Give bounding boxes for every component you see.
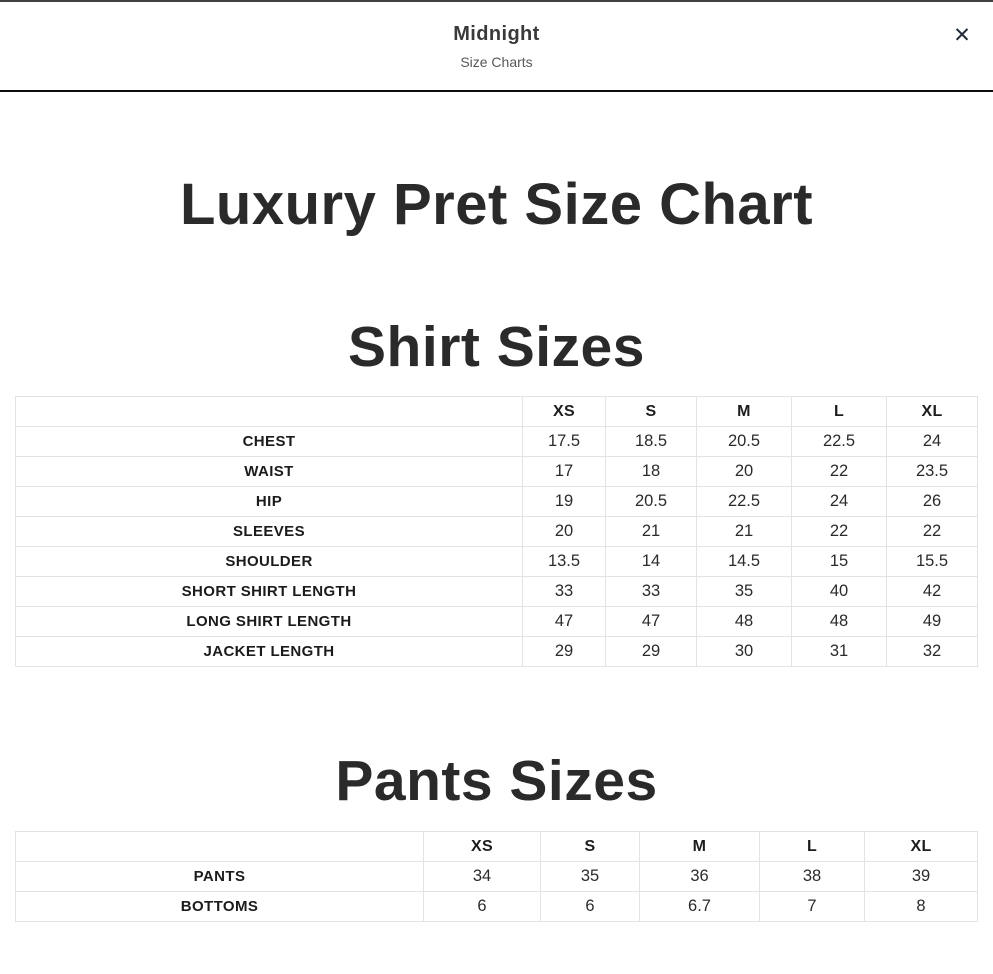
cell-value: 15 (792, 547, 887, 577)
close-button[interactable] (947, 21, 977, 51)
table-row (16, 577, 978, 607)
size-chart-content (0, 172, 993, 922)
row-label: HIP (16, 487, 523, 517)
cell-value: 33 (523, 577, 606, 607)
cell-value: 35 (541, 862, 640, 892)
size-column-header: S (541, 832, 640, 862)
cell-value: 24 (792, 487, 887, 517)
cell-value: 19 (523, 487, 606, 517)
cell-value: 33 (606, 577, 697, 607)
cell-value: 20.5 (606, 487, 697, 517)
cell-value: 6 (424, 892, 541, 922)
table-header-row (16, 832, 978, 862)
size-column-header: XS (424, 832, 541, 862)
shirt-sizes-heading: Shirt Sizes (348, 315, 645, 379)
cell-value: 17 (523, 457, 606, 487)
cell-value: 38 (760, 862, 865, 892)
cell-value: 30 (697, 637, 792, 667)
cell-value: 15.5 (887, 547, 978, 577)
cell-value: 29 (606, 637, 697, 667)
cell-value: 20 (697, 457, 792, 487)
cell-value: 8 (865, 892, 978, 922)
page-title: Luxury Pret Size Chart (179, 172, 814, 237)
corner-cell (16, 832, 424, 862)
cell-value: 21 (606, 517, 697, 547)
cell-value: 17.5 (523, 427, 606, 457)
size-column-header: L (760, 832, 865, 862)
cell-value: 6 (541, 892, 640, 922)
table-row (16, 862, 978, 892)
table-row (16, 547, 978, 577)
row-label: SHOULDER (16, 547, 523, 577)
table-row (16, 607, 978, 637)
cell-value: 22 (792, 457, 887, 487)
table-header-row (16, 397, 978, 427)
cell-value: 22.5 (792, 427, 887, 457)
cell-value: 23.5 (887, 457, 978, 487)
pants-sizes-table (15, 831, 978, 922)
modal-subtitle: Size Charts (460, 54, 533, 70)
cell-value: 20 (523, 517, 606, 547)
cell-value: 47 (606, 607, 697, 637)
size-column-header: L (792, 397, 887, 427)
modal-header (0, 0, 993, 92)
cell-value: 20.5 (697, 427, 792, 457)
cell-value: 22 (887, 517, 978, 547)
table-row (16, 637, 978, 667)
corner-cell (16, 397, 523, 427)
cell-value: 35 (697, 577, 792, 607)
cell-value: 14 (606, 547, 697, 577)
row-label: PANTS (16, 862, 424, 892)
size-column-header: XL (865, 832, 978, 862)
row-label: SHORT SHIRT LENGTH (16, 577, 523, 607)
pants-sizes-heading: Pants Sizes (335, 749, 658, 813)
row-label: WAIST (16, 457, 523, 487)
table-row (16, 457, 978, 487)
cell-value: 22.5 (697, 487, 792, 517)
cell-value: 13.5 (523, 547, 606, 577)
cell-value: 39 (865, 862, 978, 892)
modal-title: Midnight (453, 23, 540, 45)
cell-value: 32 (887, 637, 978, 667)
cell-value: 26 (887, 487, 978, 517)
cell-value: 34 (424, 862, 541, 892)
row-label: SLEEVES (16, 517, 523, 547)
table-row (16, 487, 978, 517)
cell-value: 47 (523, 607, 606, 637)
size-column-header: XS (523, 397, 606, 427)
cell-value: 7 (760, 892, 865, 922)
cell-value: 18 (606, 457, 697, 487)
table-row (16, 427, 978, 457)
shirt-sizes-table (15, 396, 978, 667)
cell-value: 21 (697, 517, 792, 547)
cell-value: 22 (792, 517, 887, 547)
cell-value: 6.7 (640, 892, 760, 922)
row-label: BOTTOMS (16, 892, 424, 922)
cell-value: 48 (792, 607, 887, 637)
size-column-header: XL (887, 397, 978, 427)
cell-value: 40 (792, 577, 887, 607)
cell-value: 42 (887, 577, 978, 607)
cell-value: 49 (887, 607, 978, 637)
row-label: LONG SHIRT LENGTH (16, 607, 523, 637)
table-row (16, 517, 978, 547)
cell-value: 31 (792, 637, 887, 667)
row-label: CHEST (16, 427, 523, 457)
cell-value: 18.5 (606, 427, 697, 457)
size-column-header: S (606, 397, 697, 427)
cell-value: 14.5 (697, 547, 792, 577)
cell-value: 48 (697, 607, 792, 637)
size-column-header: M (697, 397, 792, 427)
cell-value: 29 (523, 637, 606, 667)
cell-value: 24 (887, 427, 978, 457)
size-column-header: M (640, 832, 760, 862)
row-label: JACKET LENGTH (16, 637, 523, 667)
cell-value: 36 (640, 862, 760, 892)
close-icon: ✕ (953, 24, 971, 47)
table-row (16, 892, 978, 922)
